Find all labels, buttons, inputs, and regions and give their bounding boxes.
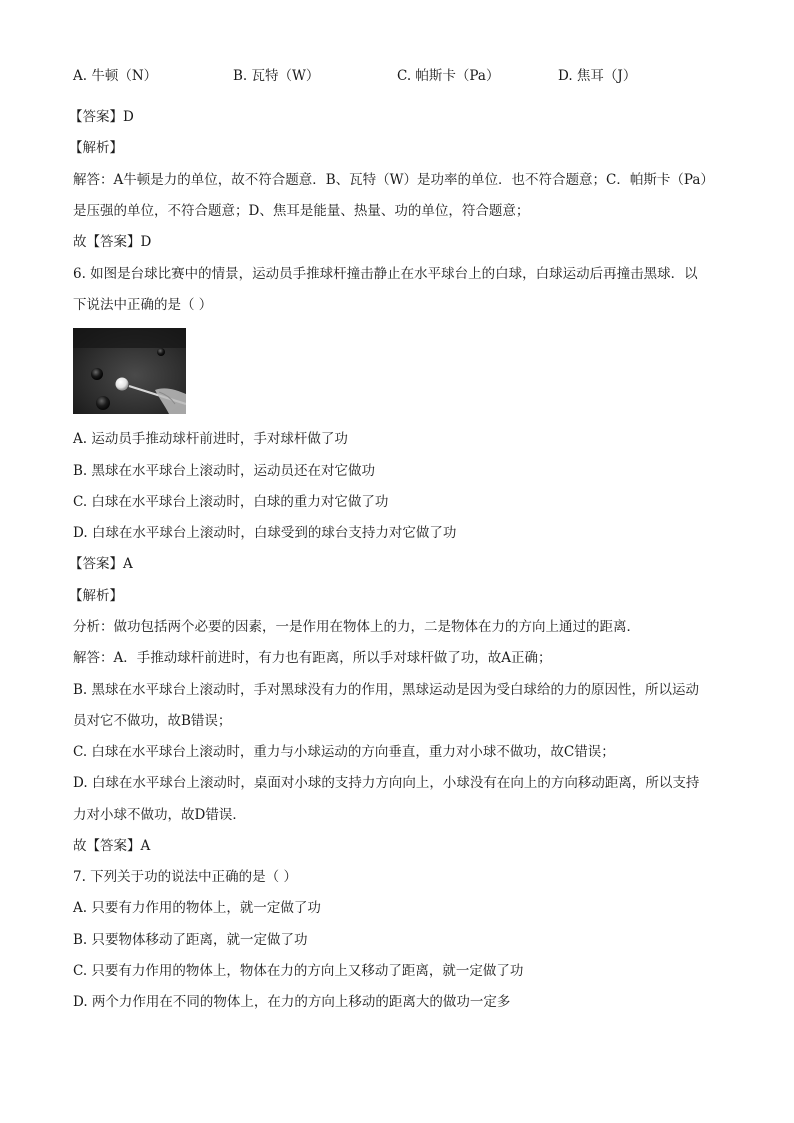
q5-option-c: C. 帕斯卡（Pa） — [397, 68, 500, 84]
distant-ball — [157, 348, 165, 356]
q6-stem-line-1: 6. 如图是台球比赛中的情景，运动员手推球杆撞击静止在水平球台上的白球，白球运动后再撞击黑球．以 — [73, 266, 698, 282]
q6-option-c: C. 白球在水平球台上滚动时，白球的重力对它做了功 — [73, 494, 389, 510]
q6-analysis: 分析：做功包括两个必要的因素，一是作用在物体上的力，二是物体在力的方向上通过的距离． — [73, 619, 640, 635]
q7-option-d: D. 两个力作用在不同的物体上，在力的方向上移动的距离大的做功一定多 — [73, 994, 511, 1010]
q6-option-a: A. 运动员手推动球杆前进时，手对球杆做了功 — [73, 431, 348, 447]
q5-solution-line-1: 解答：A牛顿是力的单位，故不符合题意．B、瓦特（W）是功率的单位．也不符合题意；C．帕斯卡（Pa） — [73, 172, 714, 188]
q6-solution-b-line-2: 员对它不做功，故B错误； — [73, 713, 232, 729]
near-ball — [96, 396, 110, 410]
q7-option-a: A. 只要有力作用的物体上，就一定做了功 — [73, 900, 321, 916]
q6-stem-line-2: 下说法中正确的是（ ） — [73, 297, 213, 313]
q5-option-b: B. 瓦特（W） — [233, 68, 320, 84]
q5-analysis-label: 【解析】 — [69, 140, 123, 156]
q6-option-b: B. 黑球在水平球台上滚动时，运动员还在对它做功 — [73, 463, 376, 479]
q5-answer: 【答案】D — [69, 109, 134, 125]
q7-option-c: C. 只要有力作用的物体上，物体在力的方向上又移动了距离，就一定做了功 — [73, 963, 524, 979]
q6-solution-d-line-2: 力对小球不做功，故D错误． — [73, 807, 246, 823]
q5-option-a: A. 牛顿（N） — [73, 68, 158, 84]
q6-final-answer: 故【答案】A — [73, 838, 151, 854]
q5-solution-line-2: 是压强的单位，不符合题意；D、焦耳是能量、热量、功的单位，符合题意； — [73, 203, 530, 219]
q7-option-b: B. 只要物体移动了距离，就一定做了功 — [73, 932, 308, 948]
q6-solution-c: C. 白球在水平球台上滚动时，重力与小球运动的方向垂直，重力对小球不做功，故C错误； — [73, 744, 615, 760]
q6-analysis-label: 【解析】 — [69, 588, 123, 604]
q6-solution-b-line-1: B. 黑球在水平球台上滚动时，手对黑球没有力的作用，黑球运动是因为受白球给的力的原因性，所以运动 — [73, 682, 700, 698]
q5-final-answer: 故【答案】D — [73, 234, 152, 250]
q6-option-d: D. 白球在水平球台上滚动时，白球受到的球台支持力对它做了功 — [73, 525, 457, 541]
q7-stem: 7. 下列关于功的说法中正确的是（ ） — [73, 869, 297, 885]
white-ball — [116, 378, 129, 391]
q6-solution-d-line-1: D. 白球在水平球台上滚动时，桌面对小球的支持力方向向上，小球没有在向上的方向移动距离，所以支持 — [73, 775, 700, 791]
billiards-photo — [73, 328, 186, 414]
billiards-scene-graphic — [73, 328, 186, 414]
black-ball — [91, 368, 103, 380]
q6-answer: 【答案】A — [69, 556, 133, 572]
q6-solution-a: 解答：A．手推动球杆前进时，有力也有距离，所以手对球杆做了功，故A正确； — [73, 650, 552, 666]
q5-option-d: D. 焦耳（J） — [558, 68, 637, 84]
